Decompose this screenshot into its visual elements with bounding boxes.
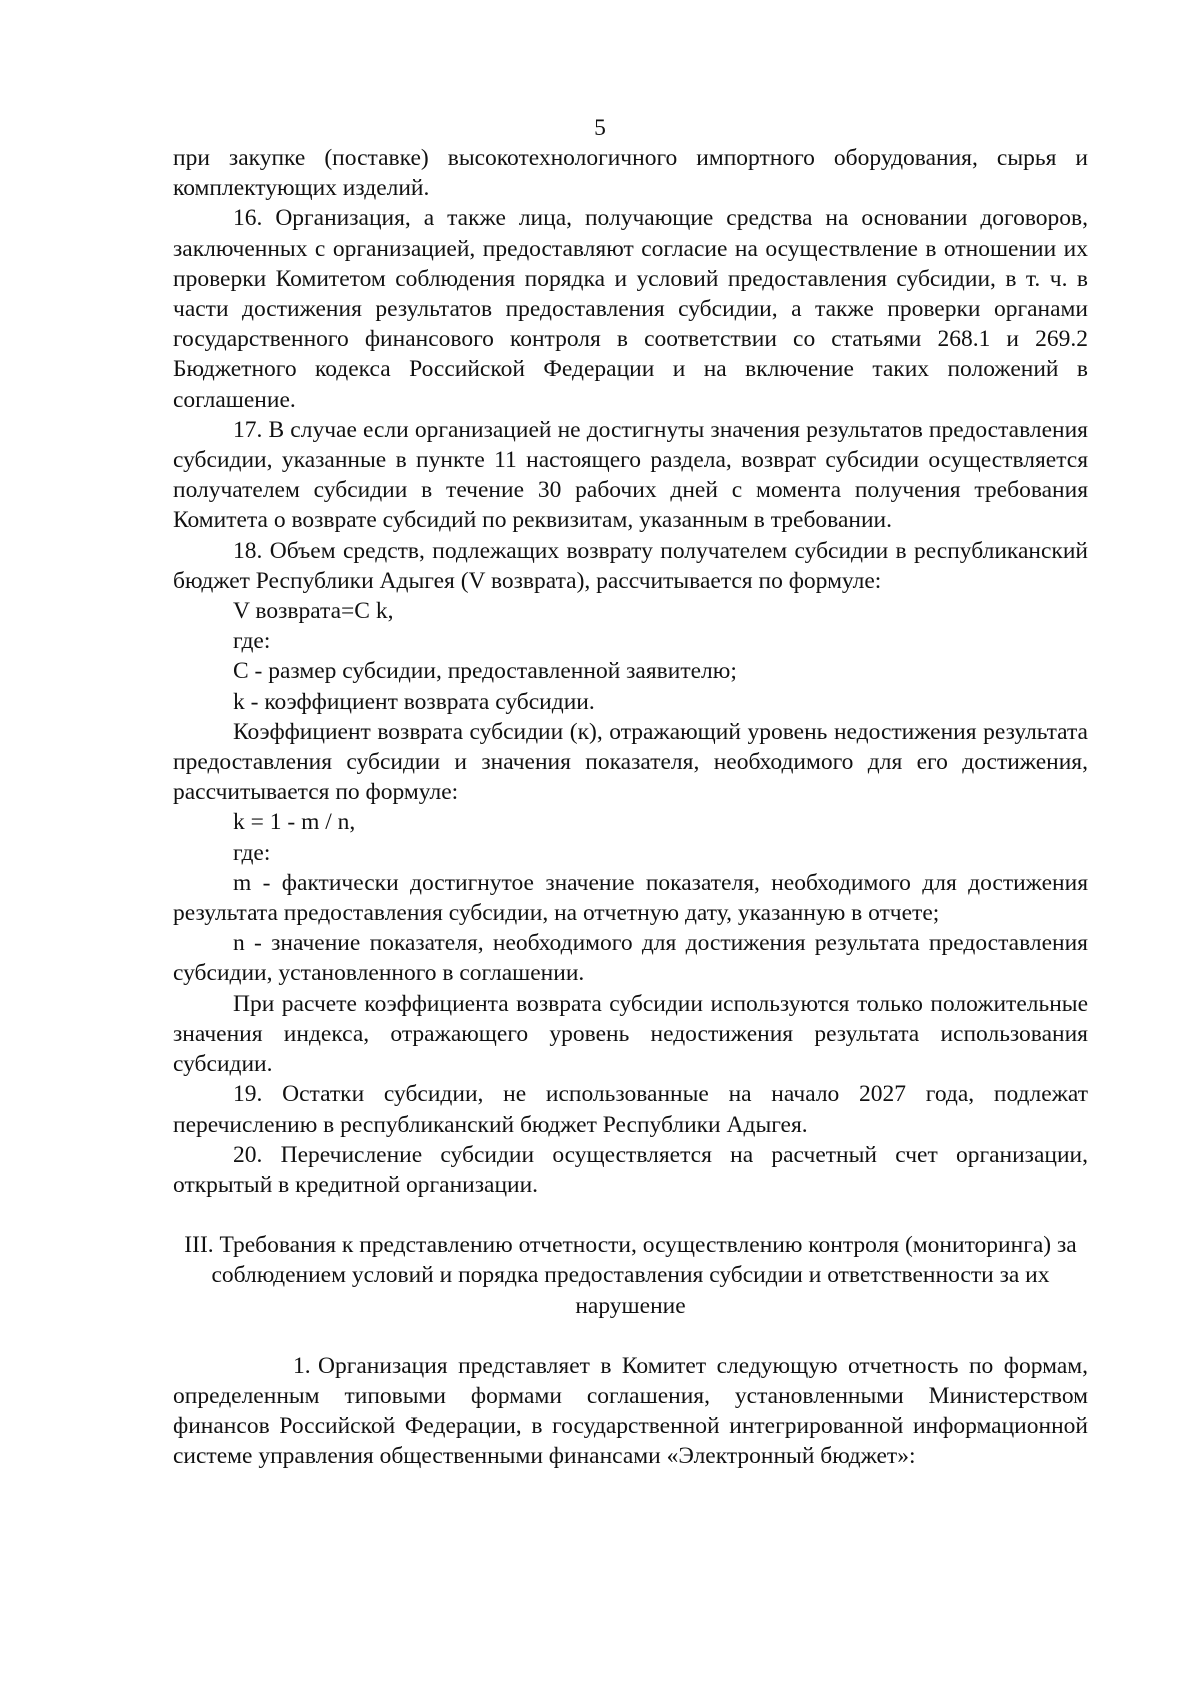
where-label-1: где: (233, 628, 271, 655)
paragraph-coefficient: Коэффициент возврата субсидии (к), отражающий уровень недостижения результата предоставления субсидии и значения показателя, необходимого для его достижения, рассчитывается по формуле: (173, 718, 1088, 806)
definition-k: k - коэффициент возврата субсидии. (233, 688, 595, 715)
paragraph-continuation: при закупке (поставке) высокотехнологичного импортного оборудования, сырья и комплектующих изделий. (173, 145, 1088, 202)
paragraph-17: 17. В случае если организацией не достигнуты значения результатов предоставления субсидии, указанные в пункте 11 настоящего раздела, возврат субсидии осуществляется получателем субсидии в течение 30 рабочих дней с момента получения требования Комитета о возврате субсидий по реквизитам, указанным в требовании. (173, 416, 1088, 534)
formula-v-return: V возврата=С k, (233, 598, 394, 625)
section-3-heading: III. Требования к представлению отчетности, осуществлению контроля (мониторинга) за соблюдением условий и порядка предоставления субсидии и ответственности за их нарушение (184, 1232, 1077, 1319)
page-number: 5 (594, 115, 606, 141)
paragraph-18: 18. Объем средств, подлежащих возврату получателем субсидии в республиканский бюджет Республики Адыгея (V возврата), рассчитывается по формуле: (173, 537, 1088, 594)
paragraph-16: 16. Организация, а также лица, получающие средства на основании договоров, заключенных с организацией, предоставляют согласие на осуществление в отношении их проверки Комитетом соблюдения порядка и условий предоставления субсидии, в т. ч. в части достижения результатов предоставления субсидии, а также проверки органами государственного финансового контроля в соответствии со статьями 268.1 и 269.2 Бюджетного кодекса Российской Федерации и на включение таких положений в соглашение. (173, 205, 1088, 413)
definition-n: n - значение показателя, необходимого для достижения результата предоставления субсидии, установленного в соглашении. (173, 930, 1088, 987)
paragraph-positive-values: При расчете коэффициента возврата субсидии используются только положительные значения индекса, отражающего уровень недостижения результата использования субсидии. (173, 990, 1088, 1078)
paragraph-20: 20. Перечисление субсидии осуществляется на расчетный счет организации, открытый в кредитной организации. (173, 1141, 1088, 1198)
document-body (173, 143, 1088, 1472)
item-number: 1. (293, 1352, 311, 1379)
definition-c: С - размер субсидии, предоставленной заявителю; (233, 658, 737, 685)
definition-m: m - фактически достигнутое значение показателя, необходимого для достижения результата предоставления субсидии, на отчетную дату, указанную в отчете; (173, 869, 1088, 927)
section-3-item-1 (173, 1351, 1088, 1472)
formula-k: k = 1 - m / n, (233, 809, 356, 836)
item-text: Организация представляет в Комитет следующую отчетность по формам, определенным типовыми формами соглашения, установленными Министерством финансов Российской Федерации, в государственной интегрированной информационной системе управления общественными финансами «Электронный бюджет»: (173, 1352, 1088, 1470)
where-label-2: где: (233, 839, 271, 866)
paragraph-19: 19. Остатки субсидии, не использованные на начало 2027 года, подлежат перечислению в республиканский бюджет Республики Адыгея. (173, 1081, 1088, 1138)
